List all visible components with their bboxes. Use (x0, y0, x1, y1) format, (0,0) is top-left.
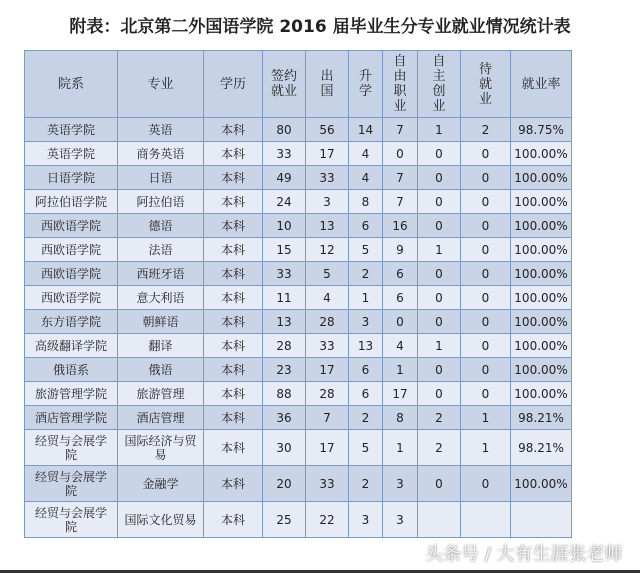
column-header (118, 51, 204, 118)
table-cell: 7 (383, 166, 418, 190)
table-cell: 33 (306, 466, 349, 502)
table-cell: 98.75% (511, 118, 572, 142)
table-cell: 0 (461, 358, 511, 382)
table-cell: 100.00% (511, 286, 572, 310)
table-cell: 1 (383, 430, 418, 466)
table-cell (511, 502, 572, 538)
table-cell: 0 (461, 142, 511, 166)
table-cell: 2 (461, 118, 511, 142)
table-cell: 0 (418, 358, 461, 382)
table-row (25, 166, 572, 190)
table-cell: 0 (383, 310, 418, 334)
table-cell: 100.00% (511, 310, 572, 334)
table-cell: 2 (349, 406, 383, 430)
table-cell: 本科 (204, 358, 263, 382)
table-cell: 国际经济与贸易 (118, 430, 204, 466)
table-cell: 2 (418, 430, 461, 466)
table-cell: 本科 (204, 238, 263, 262)
table-cell: 4 (349, 166, 383, 190)
table-cell: 翻译 (118, 334, 204, 358)
table-cell: 100.00% (511, 466, 572, 502)
table-cell: 17 (306, 430, 349, 466)
table-cell: 3 (349, 502, 383, 538)
table-cell: 西欧语学院 (25, 262, 118, 286)
table-cell: 本科 (204, 502, 263, 538)
table-cell: 酒店管理学院 (25, 406, 118, 430)
table-cell: 100.00% (511, 382, 572, 406)
table-cell: 1 (418, 118, 461, 142)
table-cell: 德语 (118, 214, 204, 238)
table-cell: 3 (349, 310, 383, 334)
column-header-label: 院系 (57, 76, 84, 92)
table-cell: 3 (383, 502, 418, 538)
table-cell: 6 (349, 382, 383, 406)
table-cell: 6 (349, 214, 383, 238)
table-cell: 17 (306, 358, 349, 382)
table-cell: 49 (263, 166, 306, 190)
table-cell: 1 (349, 286, 383, 310)
table-cell: 100.00% (511, 238, 572, 262)
table-cell: 本科 (204, 466, 263, 502)
table-cell (418, 502, 461, 538)
column-header (383, 51, 418, 118)
column-header (418, 51, 461, 118)
column-header-label: 升学 (359, 69, 373, 99)
table-cell: 28 (263, 334, 306, 358)
table-cell: 0 (461, 214, 511, 238)
table-cell: 0 (418, 166, 461, 190)
table-cell: 本科 (204, 142, 263, 166)
table-cell: 本科 (204, 286, 263, 310)
table-cell: 本科 (204, 334, 263, 358)
table-cell: 本科 (204, 406, 263, 430)
table-cell: 阿拉伯语 (118, 190, 204, 214)
table-cell: 100.00% (511, 142, 572, 166)
column-header (25, 51, 118, 118)
table-cell: 7 (383, 118, 418, 142)
table-cell: 0 (418, 190, 461, 214)
table-cell: 1 (418, 238, 461, 262)
table-cell: 4 (306, 286, 349, 310)
table-cell: 5 (349, 238, 383, 262)
table-cell: 10 (263, 214, 306, 238)
table-cell: 阿拉伯语学院 (25, 190, 118, 214)
table-cell: 100.00% (511, 358, 572, 382)
table-row (25, 358, 572, 382)
table-cell: 3 (383, 466, 418, 502)
table-cell: 本科 (204, 430, 263, 466)
table-cell: 100.00% (511, 190, 572, 214)
table-cell: 11 (263, 286, 306, 310)
table-cell: 22 (306, 502, 349, 538)
column-header-label: 就业率 (521, 76, 561, 92)
table-cell: 2 (349, 466, 383, 502)
table-cell: 3 (306, 190, 349, 214)
table-cell: 9 (383, 238, 418, 262)
table-cell: 商务英语 (118, 142, 204, 166)
table-cell: 100.00% (511, 214, 572, 238)
table-row (25, 238, 572, 262)
table-cell: 88 (263, 382, 306, 406)
table-cell: 80 (263, 118, 306, 142)
table-cell: 0 (461, 190, 511, 214)
table-row (25, 430, 572, 466)
table-cell: 14 (349, 118, 383, 142)
table-cell: 98.21% (511, 406, 572, 430)
table-row (25, 502, 572, 538)
table-cell: 0 (418, 382, 461, 406)
table-cell: 20 (263, 466, 306, 502)
table-cell: 西班牙语 (118, 262, 204, 286)
table-cell: 23 (263, 358, 306, 382)
table-cell: 1 (383, 358, 418, 382)
table-cell: 日语学院 (25, 166, 118, 190)
table-cell: 100.00% (511, 166, 572, 190)
column-header-label: 待就业 (479, 61, 493, 107)
table-cell: 金融学 (118, 466, 204, 502)
column-header-label: 出国 (320, 69, 334, 99)
table-cell: 100.00% (511, 262, 572, 286)
table-cell: 本科 (204, 166, 263, 190)
table-row (25, 286, 572, 310)
table-cell: 俄语 (118, 358, 204, 382)
page-title: 附表：北京第二外国语学院 2016 届毕业生分专业就业情况统计表 (69, 17, 571, 37)
table-cell: 西欧语学院 (25, 238, 118, 262)
table-cell: 5 (349, 430, 383, 466)
table-cell: 8 (349, 190, 383, 214)
table-cell: 7 (383, 190, 418, 214)
column-header-label: 签约就业 (270, 69, 297, 99)
column-header (204, 51, 263, 118)
table-cell: 33 (306, 334, 349, 358)
table-row (25, 334, 572, 358)
table-cell: 东方语学院 (25, 310, 118, 334)
table-cell: 17 (306, 142, 349, 166)
table-cell: 98.21% (511, 430, 572, 466)
table-row (25, 262, 572, 286)
table-cell: 朝鲜语 (118, 310, 204, 334)
table-cell: 0 (461, 382, 511, 406)
table-cell: 15 (263, 238, 306, 262)
table-cell: 本科 (204, 190, 263, 214)
table-row (25, 466, 572, 502)
table-cell: 1 (461, 406, 511, 430)
table-cell: 0 (461, 166, 511, 190)
table-cell: 西欧语学院 (25, 214, 118, 238)
table-cell: 24 (263, 190, 306, 214)
table-cell: 西欧语学院 (25, 286, 118, 310)
table-cell: 4 (383, 334, 418, 358)
column-header (511, 51, 572, 118)
table-cell: 酒店管理 (118, 406, 204, 430)
table-cell: 33 (263, 142, 306, 166)
table-row (25, 214, 572, 238)
table-row (25, 190, 572, 214)
table-row (25, 142, 572, 166)
table-cell: 0 (418, 214, 461, 238)
table-cell: 0 (418, 466, 461, 502)
column-header-label: 自主创业 (432, 54, 446, 114)
table-cell: 2 (418, 406, 461, 430)
table-cell: 6 (349, 358, 383, 382)
table-cell: 日语 (118, 166, 204, 190)
table-row (25, 118, 572, 142)
table-cell: 13 (306, 214, 349, 238)
table-cell: 2 (349, 262, 383, 286)
watermark: 头条号 / 大有生涯张老师 (425, 544, 623, 565)
table-cell: 0 (418, 310, 461, 334)
table-cell (461, 502, 511, 538)
table-cell: 6 (383, 262, 418, 286)
table-cell: 高级翻译学院 (25, 334, 118, 358)
table-cell: 本科 (204, 214, 263, 238)
column-header (461, 51, 511, 118)
table-row (25, 406, 572, 430)
table-cell: 旅游管理 (118, 382, 204, 406)
table-cell: 8 (383, 406, 418, 430)
table-cell: 0 (461, 466, 511, 502)
column-header-label: 自由职业 (393, 54, 407, 114)
table-cell: 100.00% (511, 334, 572, 358)
table-cell: 本科 (204, 310, 263, 334)
table-cell: 0 (461, 238, 511, 262)
column-header-label: 专业 (147, 76, 174, 92)
table-cell: 7 (306, 406, 349, 430)
table-cell: 28 (306, 310, 349, 334)
employment-table (24, 50, 572, 538)
table-cell: 12 (306, 238, 349, 262)
table-cell: 0 (418, 262, 461, 286)
table-cell: 1 (461, 430, 511, 466)
table-cell: 0 (461, 286, 511, 310)
table-cell: 4 (349, 142, 383, 166)
column-header-label: 学历 (219, 76, 246, 92)
table-cell: 0 (461, 262, 511, 286)
table-cell: 经贸与会展学院 (25, 466, 118, 502)
table-cell: 30 (263, 430, 306, 466)
table-cell: 6 (383, 286, 418, 310)
table-cell: 28 (306, 382, 349, 406)
table-row (25, 382, 572, 406)
table-cell: 意大利语 (118, 286, 204, 310)
table-cell: 33 (306, 166, 349, 190)
table-cell: 17 (383, 382, 418, 406)
table-cell: 5 (306, 262, 349, 286)
table-cell: 33 (263, 262, 306, 286)
table-cell: 25 (263, 502, 306, 538)
table-cell: 经贸与会展学院 (25, 430, 118, 466)
table-cell: 16 (383, 214, 418, 238)
table-cell: 英语 (118, 118, 204, 142)
column-header (263, 51, 306, 118)
table-cell: 本科 (204, 262, 263, 286)
table-cell: 本科 (204, 382, 263, 406)
table-cell: 经贸与会展学院 (25, 502, 118, 538)
table-header-row (25, 51, 572, 118)
table-cell: 法语 (118, 238, 204, 262)
table-cell: 0 (418, 286, 461, 310)
table-cell: 俄语系 (25, 358, 118, 382)
table-cell: 本科 (204, 118, 263, 142)
table-cell: 0 (418, 142, 461, 166)
table-cell: 国际文化贸易 (118, 502, 204, 538)
column-header (306, 51, 349, 118)
table-cell: 1 (418, 334, 461, 358)
table-cell: 0 (383, 142, 418, 166)
table-cell: 0 (461, 334, 511, 358)
table-cell: 13 (263, 310, 306, 334)
table-cell: 36 (263, 406, 306, 430)
table-row (25, 310, 572, 334)
table-cell: 旅游管理学院 (25, 382, 118, 406)
table-cell: 56 (306, 118, 349, 142)
table-cell: 英语学院 (25, 118, 118, 142)
table-cell: 13 (349, 334, 383, 358)
table-cell: 0 (461, 310, 511, 334)
table-cell: 英语学院 (25, 142, 118, 166)
column-header (349, 51, 383, 118)
